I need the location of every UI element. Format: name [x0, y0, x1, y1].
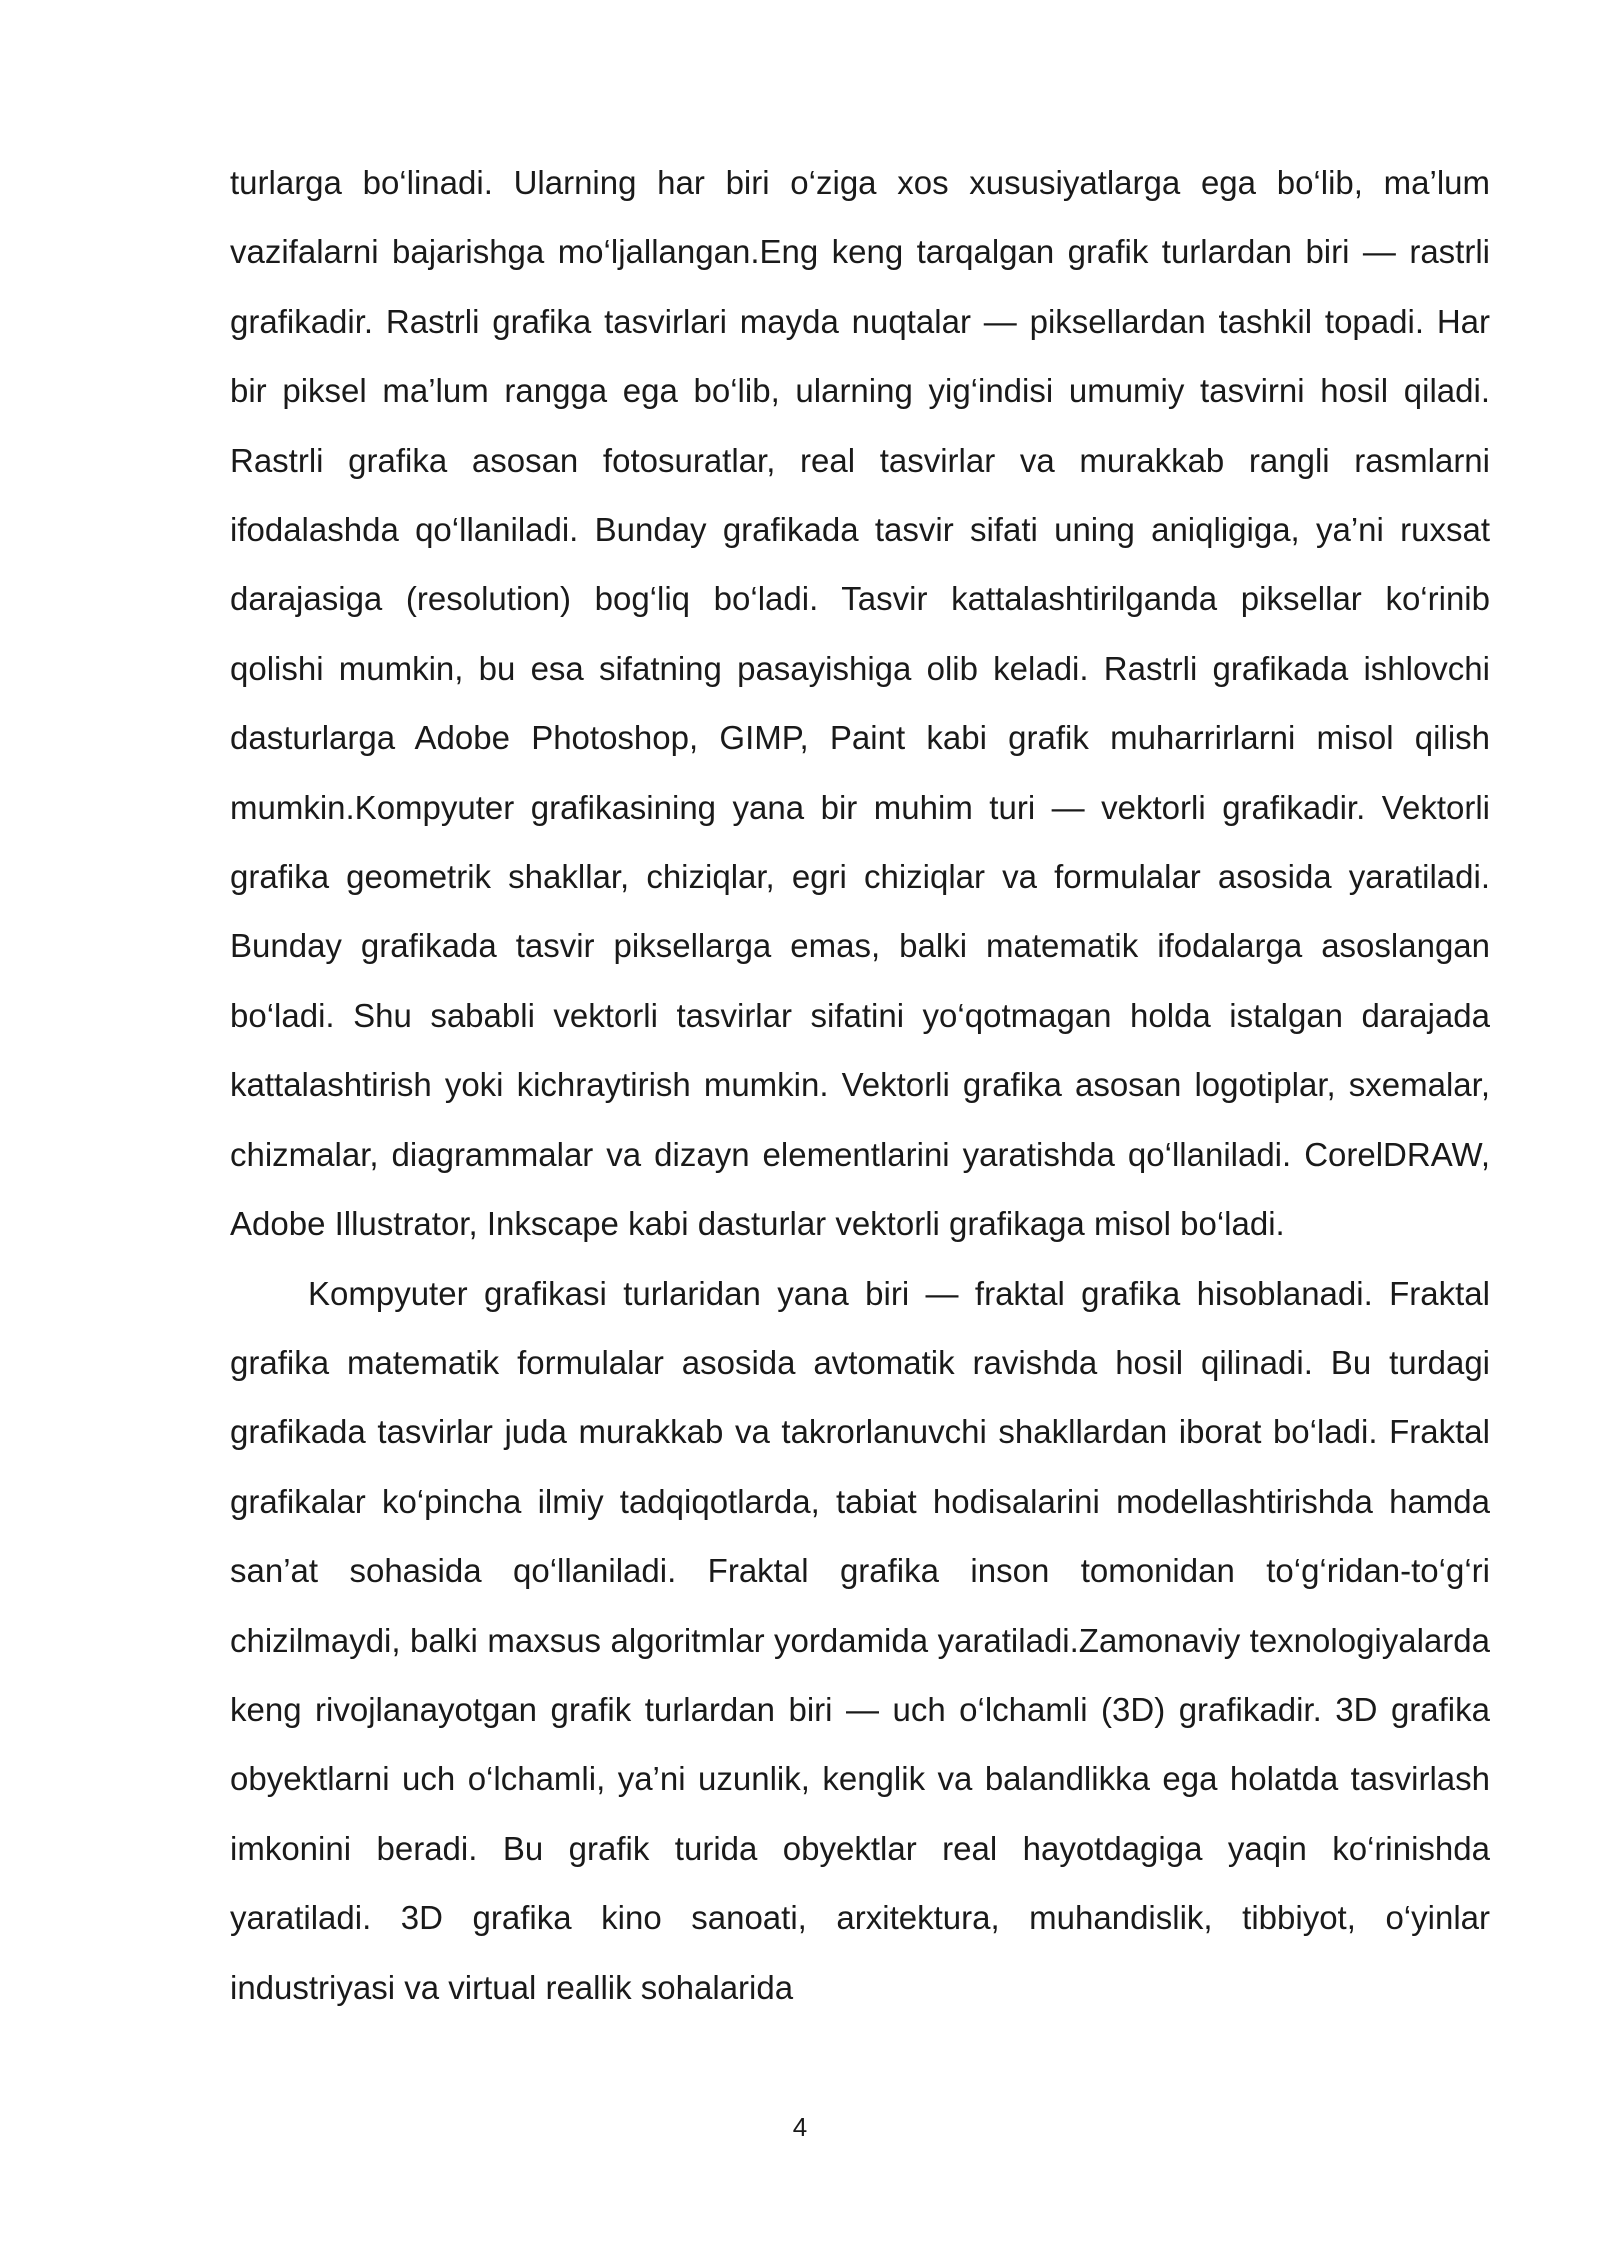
paragraph-2: Kompyuter grafikasi turlaridan yana biri — fraktal grafika hisoblanadi. Fraktal grafika matematik formulalar asosida avtomatik ravishda hosil qilinadi. Bu turdagi grafikada tasvirlar juda murakkab va takrorlanuvchi shakllardan iborat bo‘ladi. Fraktal grafikalar ko‘pincha ilmiy tadqiqotlarda, tabiat hodisalarini modellashtirishda hamda san’at sohasida qo‘llaniladi. Fraktal grafika inson tomonidan to‘g‘ridan-to‘g‘ri chizilmaydi, balki maxsus algoritmlar yordamida yaratiladi.Zamonaviy texnologiyalarda keng rivojlanayotgan grafik turlardan biri — uch o‘lchamli (3D) grafikadir. 3D grafika obyektlarni uch o‘lchamli, ya’ni uzunlik, kenglik va balandlikka ega holatda tasvirlash imkonini beradi. Bu grafik turida obyektlar real hayotdagiga yaqin ko‘rinishda yaratiladi. 3D grafika kino sanoati, arxitektura, muhandislik, tibbiyot, o‘yinlar industriyasi va virtual reallik sohalarida: [230, 1274, 1490, 2006]
page-number: 4: [792, 2112, 808, 2142]
paragraph-1: turlarga bo‘linadi. Ularning har biri o‘ziga xos xususiyatlarga ega bo‘lib, ma’lum vazifalarni bajarishga mo‘ljallangan.Eng keng tarqalgan grafik turlardan biri — rastrli grafikadir. Rastrli grafika tasvirlari mayda nuqtalar — piksellardan tashkil topadi. Har bir piksel ma’lum rangga ega bo‘lib, ularning yig‘indisi umumiy tasvirni hosil qiladi. Rastrli grafika asosan fotosuratlar, real tasvirlar va murakkab rangli rasmlarni ifodalashda qo‘llaniladi. Bunday grafikada tasvir sifati uning aniqligiga, ya’ni ruxsat darajasiga (resolution) bog‘liq bo‘ladi. Tasvir kattalashtirilganda piksellar ko‘rinib qolishi mumkin, bu esa sifatning pasayishiga olib keladi. Rastrli grafikada ishlovchi dasturlarga Adobe Photoshop, GIMP, Paint kabi grafik muharrirlarni misol qilish mumkin.Kompyuter grafikasining yana bir muhim turi — vektorli grafikadir. Vektorli grafika geometrik shakllar, chiziqlar, egri chiziqlar va formulalar asosida yaratiladi. Bunday grafikada tasvir piksellarga emas, balki matematik ifodalarga asoslangan bo‘ladi. Shu sababli vektorli tasvirlar sifatini yo‘qotmagan holda istalgan darajada kattalashtirish yoki kichraytirish mumkin. Vektorli grafika asosan logotiplar, sxemalar, chizmalar, diagrammalar va dizayn elementlarini yaratishda qo‘llaniladi. CorelDRAW, Adobe Illustrator, Inkscape kabi dasturlar vektorli grafikaga misol bo‘ladi.: [230, 164, 1490, 1243]
document-body: [230, 148, 1490, 2022]
